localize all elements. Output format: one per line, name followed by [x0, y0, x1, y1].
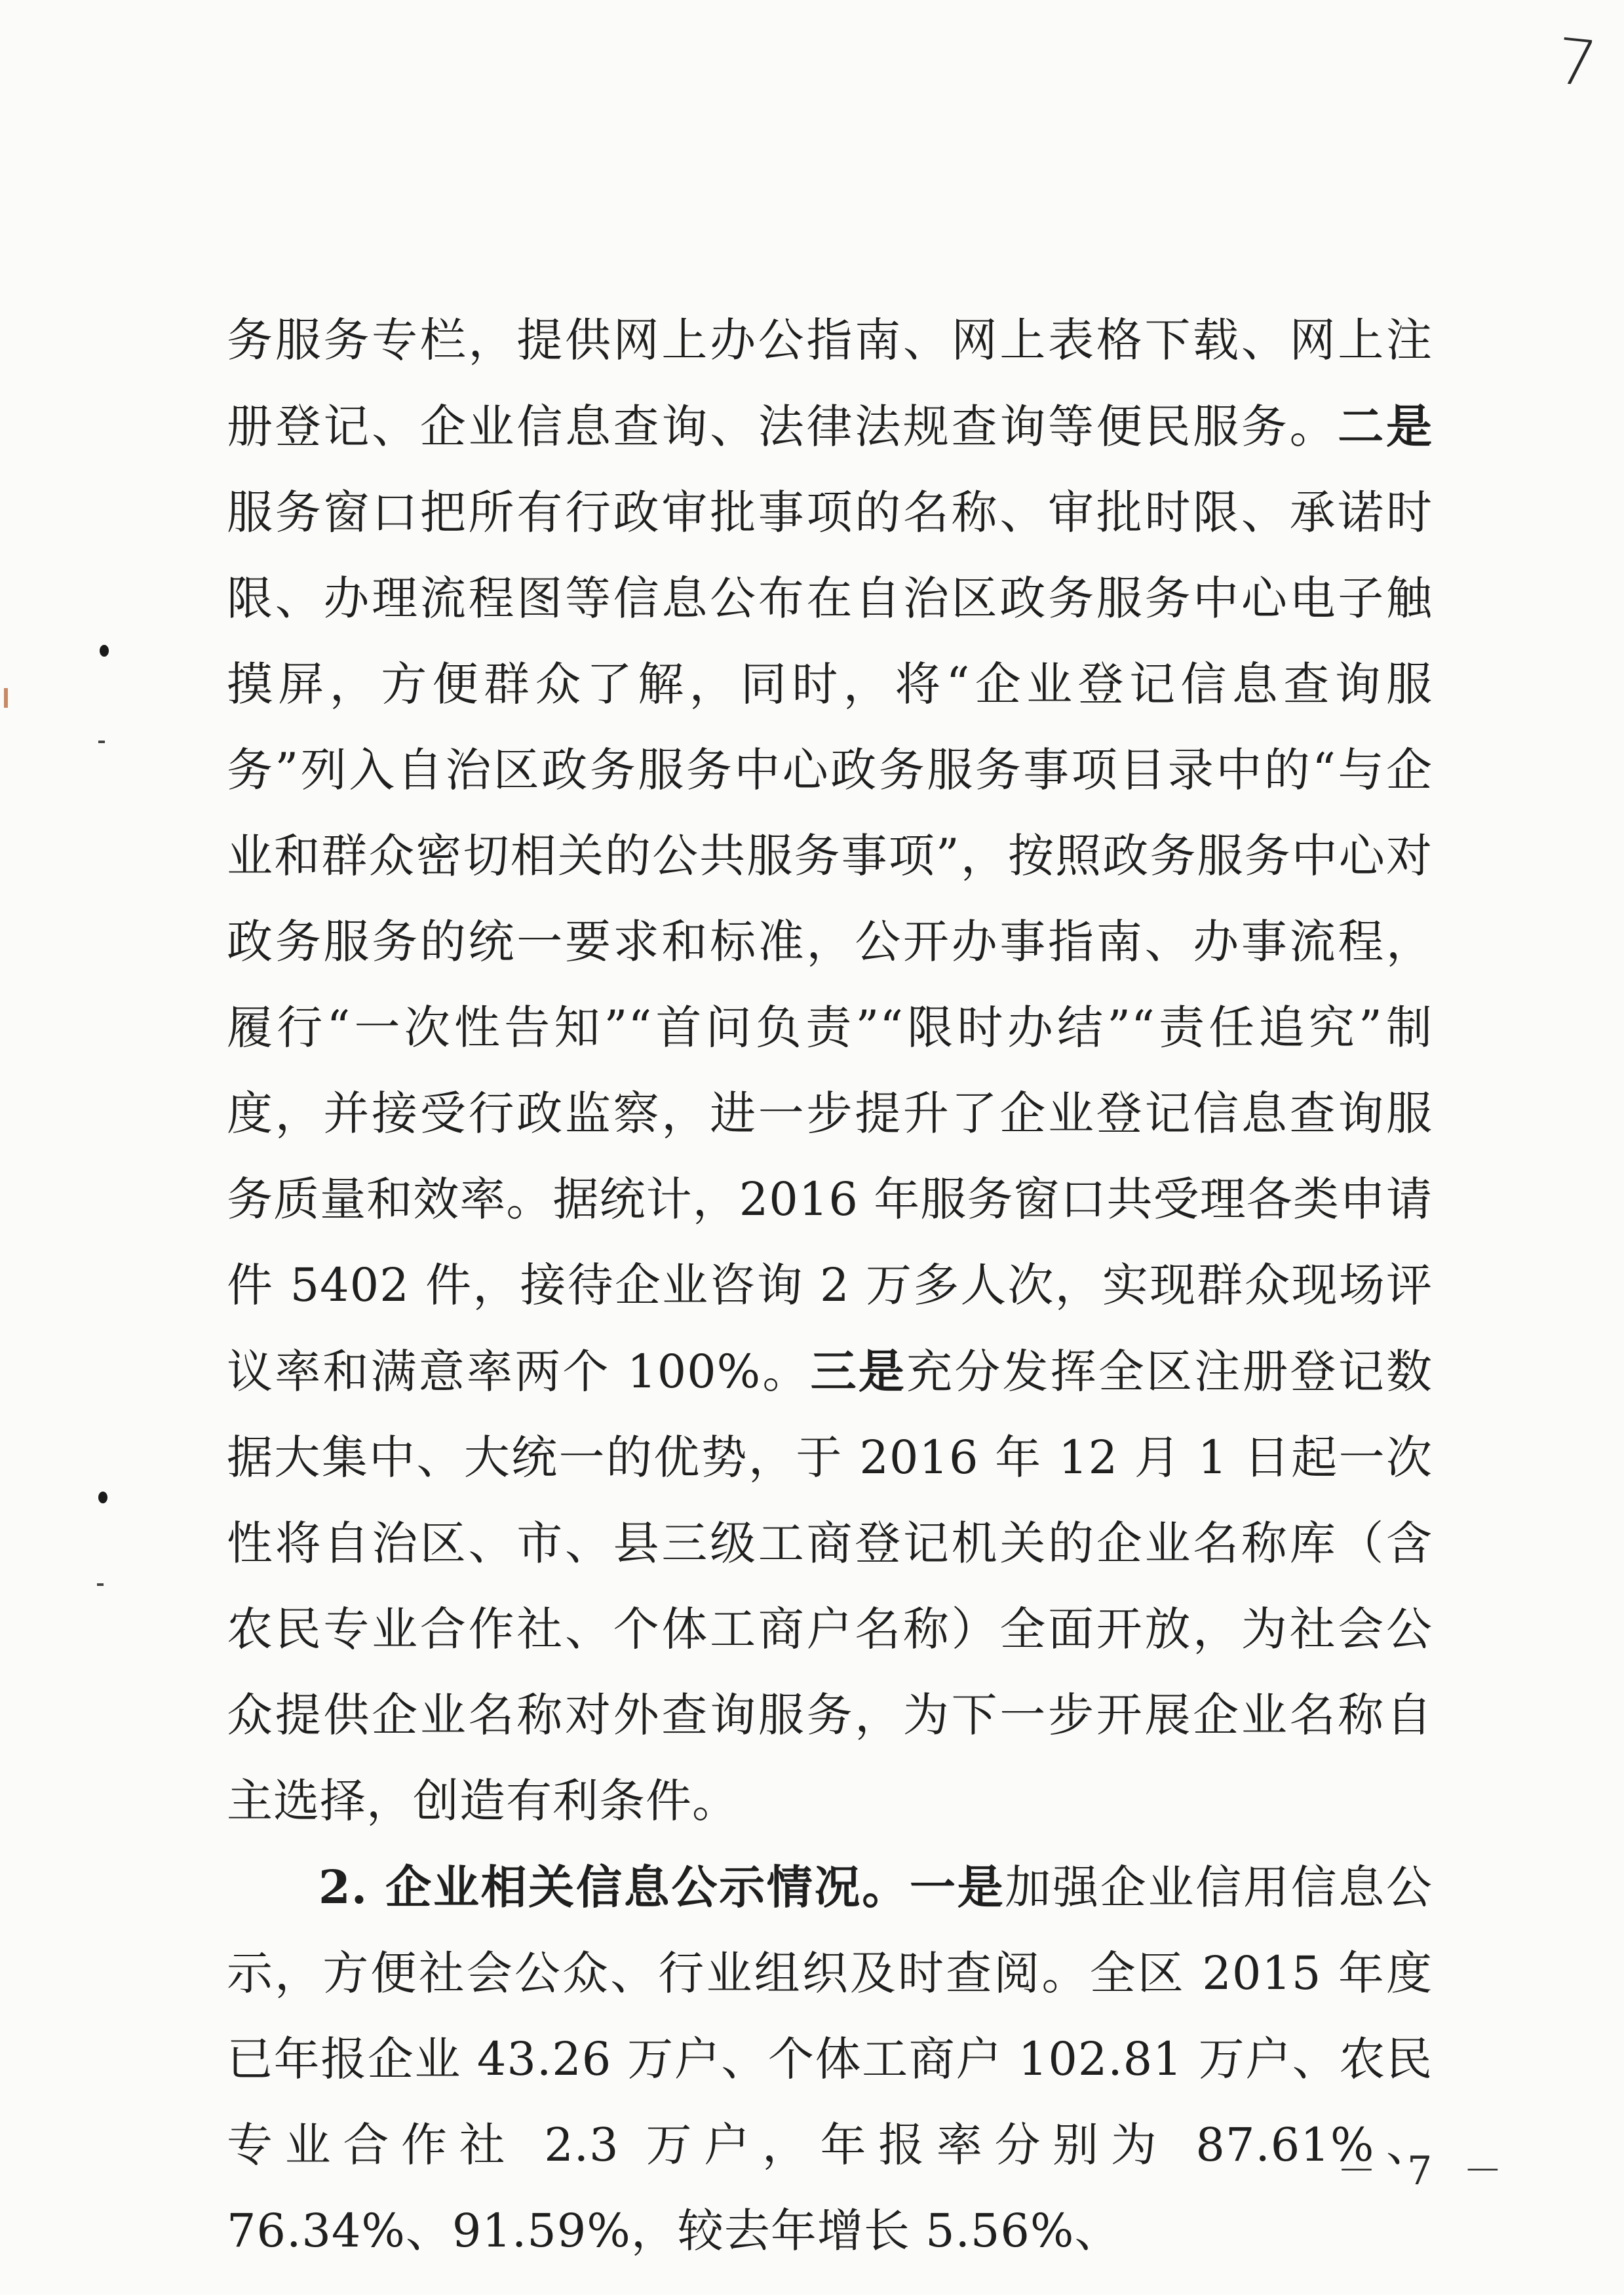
binding-tick-mark: [98, 741, 105, 743]
binding-tick-mark: [97, 1583, 104, 1586]
paragraph-disclosure: [227, 1844, 1433, 2274]
emphasis-segment: 三是: [810, 1344, 906, 1398]
text-segment: 服务窗口把所有行政审批事项的名称、审批时限、承诺时限、办理流程图等信息公布在自治区政务服务中心电子触摸屏，方便群众了解，同时，将“企业登记信息查询服务”列入自治区政务服务中心政务服务事项目录中的“与企业和群众密切相关的公共服务事项”，按照政务服务中心对政务服务的统一要求和标准，公开办事指南、办事流程，履行“一次性告知”“首问负责”“限时办结”“责任追究”制度，并接受行政监察，进一步提升了企业登记信息查询服务质量和效率。据统计，2016 年服务窗口共受理各类申请件 5402 件，接待企业咨询 2 万多人次，实现群众现场评议率和满意率两个 100%。: [227, 486, 1433, 1398]
document-body: [227, 298, 1433, 2274]
text-segment: 加强企业信用信息公示，方便社会公众、行业组织及时查阅。全区 2015 年度已年报企业 43.26 万户、个体工商户 102.81 万户、农民专业合作社 2.3 万户，年报率分别为 87.61%、76.34%、91.59%，较去年增长 5.56%、: [227, 1861, 1433, 2258]
text-segment: 充分发挥全区注册登记数据大集中、大统一的优势，于 2016 年 12 月 1 日起一次性将自治区、市、县三级工商登记机关的企业名称库（含农民专业合作社、个体工商户名称）全面开放，为社会公众提供企业名称对外查询服务，为下一步开展企业名称自主选择，创造有利条件。: [227, 1345, 1433, 1828]
paragraph-services: [227, 298, 1433, 1844]
page-footer-number: － 7 －: [1337, 2148, 1512, 2194]
binding-hole-mark: [98, 1492, 107, 1503]
section-heading: 2. 企业相关信息公示情况。: [319, 1860, 910, 1914]
handwritten-page-number: 7: [1553, 24, 1600, 102]
emphasis-segment: 二是: [1338, 399, 1433, 453]
emphasis-segment: 一是: [909, 1860, 1005, 1914]
binding-hole-mark: [100, 645, 109, 657]
edge-stain-mark: [4, 688, 8, 708]
text-segment: 务服务专栏，提供网上办公指南、网上表格下载、网上注册登记、企业信息查询、法律法规查询等便民服务。: [227, 313, 1433, 453]
